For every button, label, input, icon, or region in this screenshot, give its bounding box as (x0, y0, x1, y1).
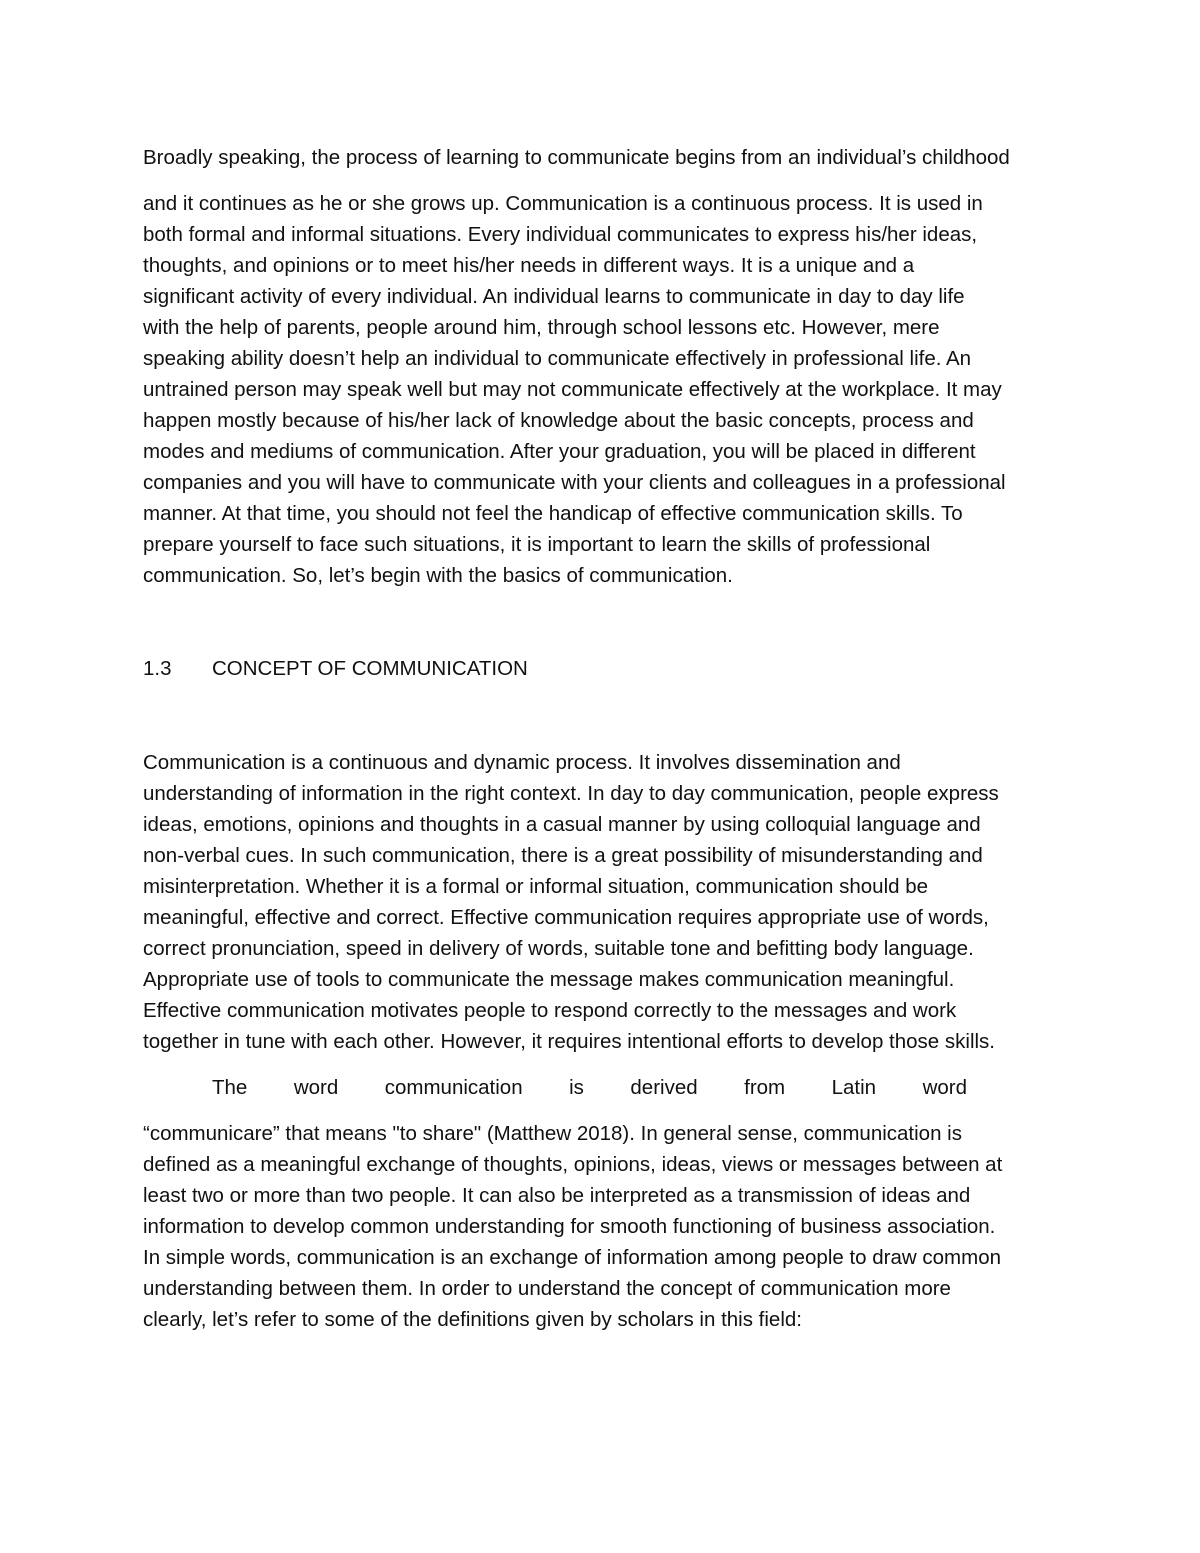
paragraph3-first-line (212, 1075, 967, 1101)
paragraph1-line: happen mostly because of his/her lack of knowledge about the basic concepts, process and (143, 409, 974, 432)
paragraph2-line: understanding of information in the right context. In day to day communication, people express (143, 782, 999, 805)
word: derived (630, 1076, 698, 1099)
paragraph2-line: Communication is a continuous and dynamic process. It involves dissemination and (143, 751, 901, 774)
word: word (922, 1076, 967, 1099)
section-title: CONCEPT OF COMMUNICATION (212, 657, 528, 680)
paragraph1-line: communication. So, let’s begin with the basics of communication. (143, 564, 733, 587)
paragraph1-line: modes and mediums of communication. After your graduation, you will be placed in different (143, 440, 976, 463)
paragraph2-line: misinterpretation. Whether it is a formal or informal situation, communication should be (143, 875, 929, 898)
paragraph3-line: defined as a meaningful exchange of thoughts, opinions, ideas, views or messages between at (143, 1153, 1003, 1176)
paragraph3-line: clearly, let’s refer to some of the definitions given by scholars in this field: (143, 1308, 802, 1331)
word: The (212, 1076, 248, 1099)
paragraph2-line: Effective communication motivates people to respond correctly to the messages and work (143, 999, 957, 1022)
paragraph1-line: companies and you will have to communicate with your clients and colleagues in a professional (143, 471, 1006, 494)
paragraph2-line: non-verbal cues. In such communication, there is a great possibility of misunderstanding and (143, 844, 983, 867)
paragraph1-line: and it continues as he or she grows up. Communication is a continuous process. It is used in (143, 192, 983, 215)
paragraph3-line: least two or more than two people. It can also be interpreted as a transmission of ideas and (143, 1184, 971, 1207)
section-number: 1.3 (143, 657, 172, 680)
paragraph1-line: significant activity of every individual. An individual learns to communicate in day to day life (143, 285, 965, 308)
paragraph2-line: ideas, emotions, opinions and thoughts in a casual manner by using colloquial language and (143, 813, 981, 836)
paragraph1-line: both formal and informal situations. Every individual communicates to express his/her ideas, (143, 223, 978, 246)
paragraph2-line: together in tune with each other. However, it requires intentional efforts to develop those skills. (143, 1030, 996, 1053)
paragraph2-line: Appropriate use of tools to communicate the message makes communication meaningful. (143, 968, 955, 991)
word: from (744, 1076, 786, 1099)
paragraph1-line: thoughts, and opinions or to meet his/her needs in different ways. It is a unique and a (143, 254, 915, 277)
word: Latin (831, 1076, 877, 1099)
paragraph2-line: meaningful, effective and correct. Effective communication requires appropriate use of words, (143, 906, 989, 929)
paragraph3-line: understanding between them. In order to understand the concept of communication more (143, 1277, 951, 1300)
paragraph1-line: speaking ability doesn’t help an individual to communicate effectively in professional life. An (143, 347, 972, 370)
paragraph1-line: untrained person may speak well but may not communicate effectively at the workplace. It may (143, 378, 1002, 401)
paragraph1-line: manner. At that time, you should not feel the handicap of effective communication skills. To (143, 502, 963, 525)
paragraph1-line: prepare yourself to face such situations, it is important to learn the skills of professional (143, 533, 931, 556)
word: word (293, 1076, 339, 1099)
paragraph3-line: information to develop common understanding for smooth functioning of business association. (143, 1215, 996, 1238)
paragraph3-line: In simple words, communication is an exchange of information among people to draw common (143, 1246, 1002, 1269)
word: is (569, 1076, 584, 1099)
paragraph3-line: “communicare” that means "to share" (Matthew 2018). In general sense, communication is (143, 1122, 962, 1145)
paragraph2-line: correct pronunciation, speed in delivery of words, suitable tone and befitting body language. (143, 937, 974, 960)
paragraph1-line: with the help of parents, people around him, through school lessons etc. However, mere (143, 316, 940, 339)
paragraph1-line: Broadly speaking, the process of learning to communicate begins from an individual’s childhood (143, 146, 1010, 169)
word: communication (384, 1076, 523, 1099)
